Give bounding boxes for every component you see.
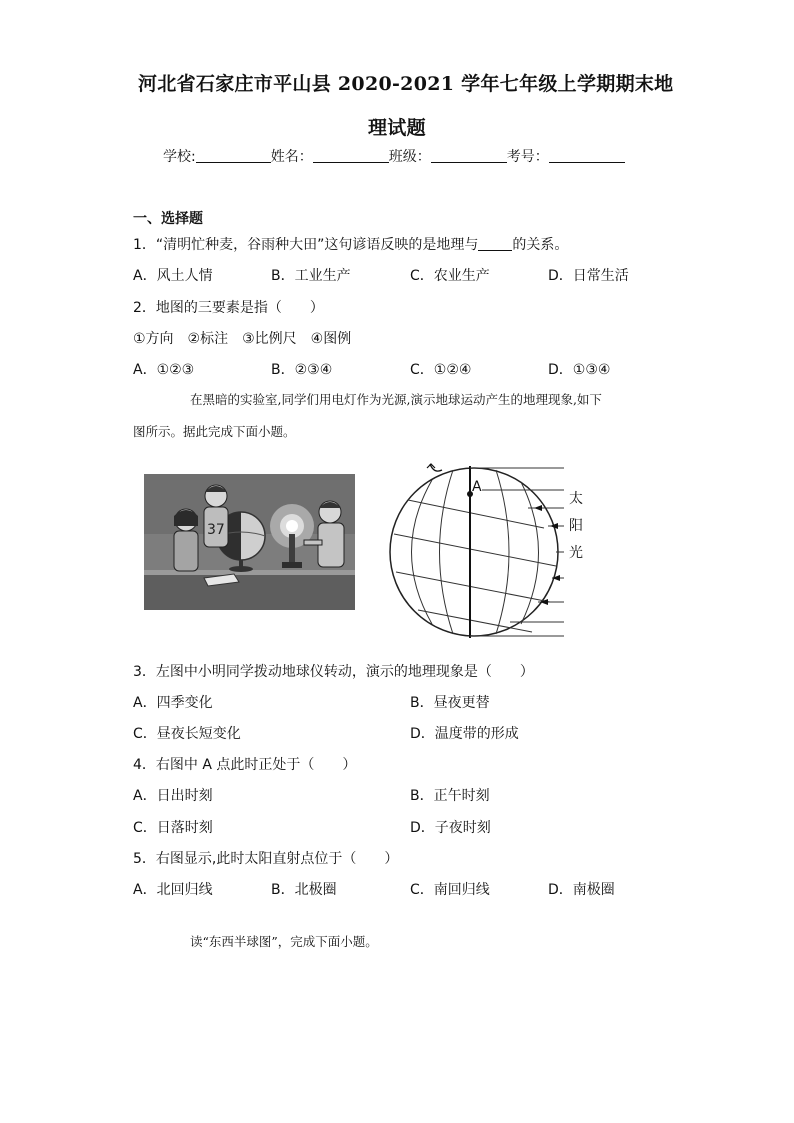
sun-label-char-3: 光 (569, 545, 583, 561)
intro1-line2: 图所示。据此完成下面小题。 (133, 424, 296, 439)
section-heading: 一、选择题 (133, 211, 203, 227)
q3-option-c: C．昼夜长短变化 (133, 726, 241, 742)
q1-option-b: B．工业生产 (271, 268, 351, 284)
q3-option-b: B．昼夜更替 (410, 695, 490, 711)
q3-stem: 3．左图中小明同学拨动地球仪转动，演示的地理现象是（ ） (133, 664, 534, 680)
class-label: 班级： (388, 149, 431, 165)
page-title-line1: 河北省石家庄市平山县 2020-2021 学年七年级上学期期末地 (138, 73, 674, 95)
q3-option-d: D．温度带的形成 (410, 726, 519, 742)
q3-option-a: A．四季变化 (133, 695, 213, 711)
classroom-photo (144, 474, 355, 610)
q4-option-b: B．正午时刻 (410, 788, 490, 804)
name-blank (313, 148, 389, 163)
q5-option-b: B．北极圈 (271, 882, 337, 898)
q4-option-a: A．日出时刻 (133, 788, 213, 804)
exam-no-label: 考号： (506, 149, 549, 165)
student-info-line (163, 146, 625, 166)
q1-answer-blank (478, 236, 512, 251)
name-label: 姓名： (270, 149, 313, 165)
q2-option-d: D．①③④ (548, 362, 611, 378)
page-title-line2: 理试题 (368, 117, 426, 139)
q4-option-c: C．日落时刻 (133, 820, 213, 836)
school-label: 学校: (163, 149, 196, 165)
svg-text:37: 37 (207, 522, 225, 538)
sun-label-char-2: 阳 (569, 518, 583, 534)
q1-stem-pre: 1．“清明忙种麦，谷雨种大田”这句谚语反映的是地理与 (133, 237, 479, 253)
school-blank (196, 148, 271, 163)
q2-option-a: A．①②③ (133, 362, 195, 378)
q2-option-b: B．②③④ (271, 362, 333, 378)
class-blank (431, 148, 507, 163)
q5-option-a: A．北回归线 (133, 882, 213, 898)
classroom-illustration (144, 474, 355, 610)
q2-option-c: C．①②④ (410, 362, 472, 378)
q2-stem: 2．地图的三要素是指（ ） (133, 300, 324, 316)
q4-option-d: D．子夜时刻 (410, 820, 491, 836)
q1-stem-post: 的关系。 (512, 237, 569, 253)
q2-items: ①方向 ②标注 ③比例尺 ④图例 (133, 331, 352, 347)
q1-option-d: D．日常生活 (548, 268, 629, 284)
intro1-line1: 在黑暗的实验室,同学们用电灯作为光源,演示地球运动产生的地理现象,如下 (190, 392, 602, 407)
q4-stem: 4．右图中 A 点此时正处于（ ） (133, 757, 357, 773)
earth-sunlight-diagram (386, 462, 586, 642)
sun-label-char-1: 太 (569, 491, 583, 507)
globe-diagram (386, 462, 586, 642)
q5-stem: 5．右图显示,此时太阳直射点位于（ ） (133, 851, 399, 867)
point-a-label: A (472, 479, 482, 495)
q1-option-c: C．农业生产 (410, 268, 490, 284)
q1-option-a: A．风土人情 (133, 268, 213, 284)
q1-stem (133, 234, 568, 254)
q5-option-c: C．南回归线 (410, 882, 490, 898)
intro2-line1: 读“东西半球图”，完成下面小题。 (190, 934, 378, 949)
exam-no-blank (549, 148, 625, 163)
q5-option-d: D．南极圈 (548, 882, 615, 898)
